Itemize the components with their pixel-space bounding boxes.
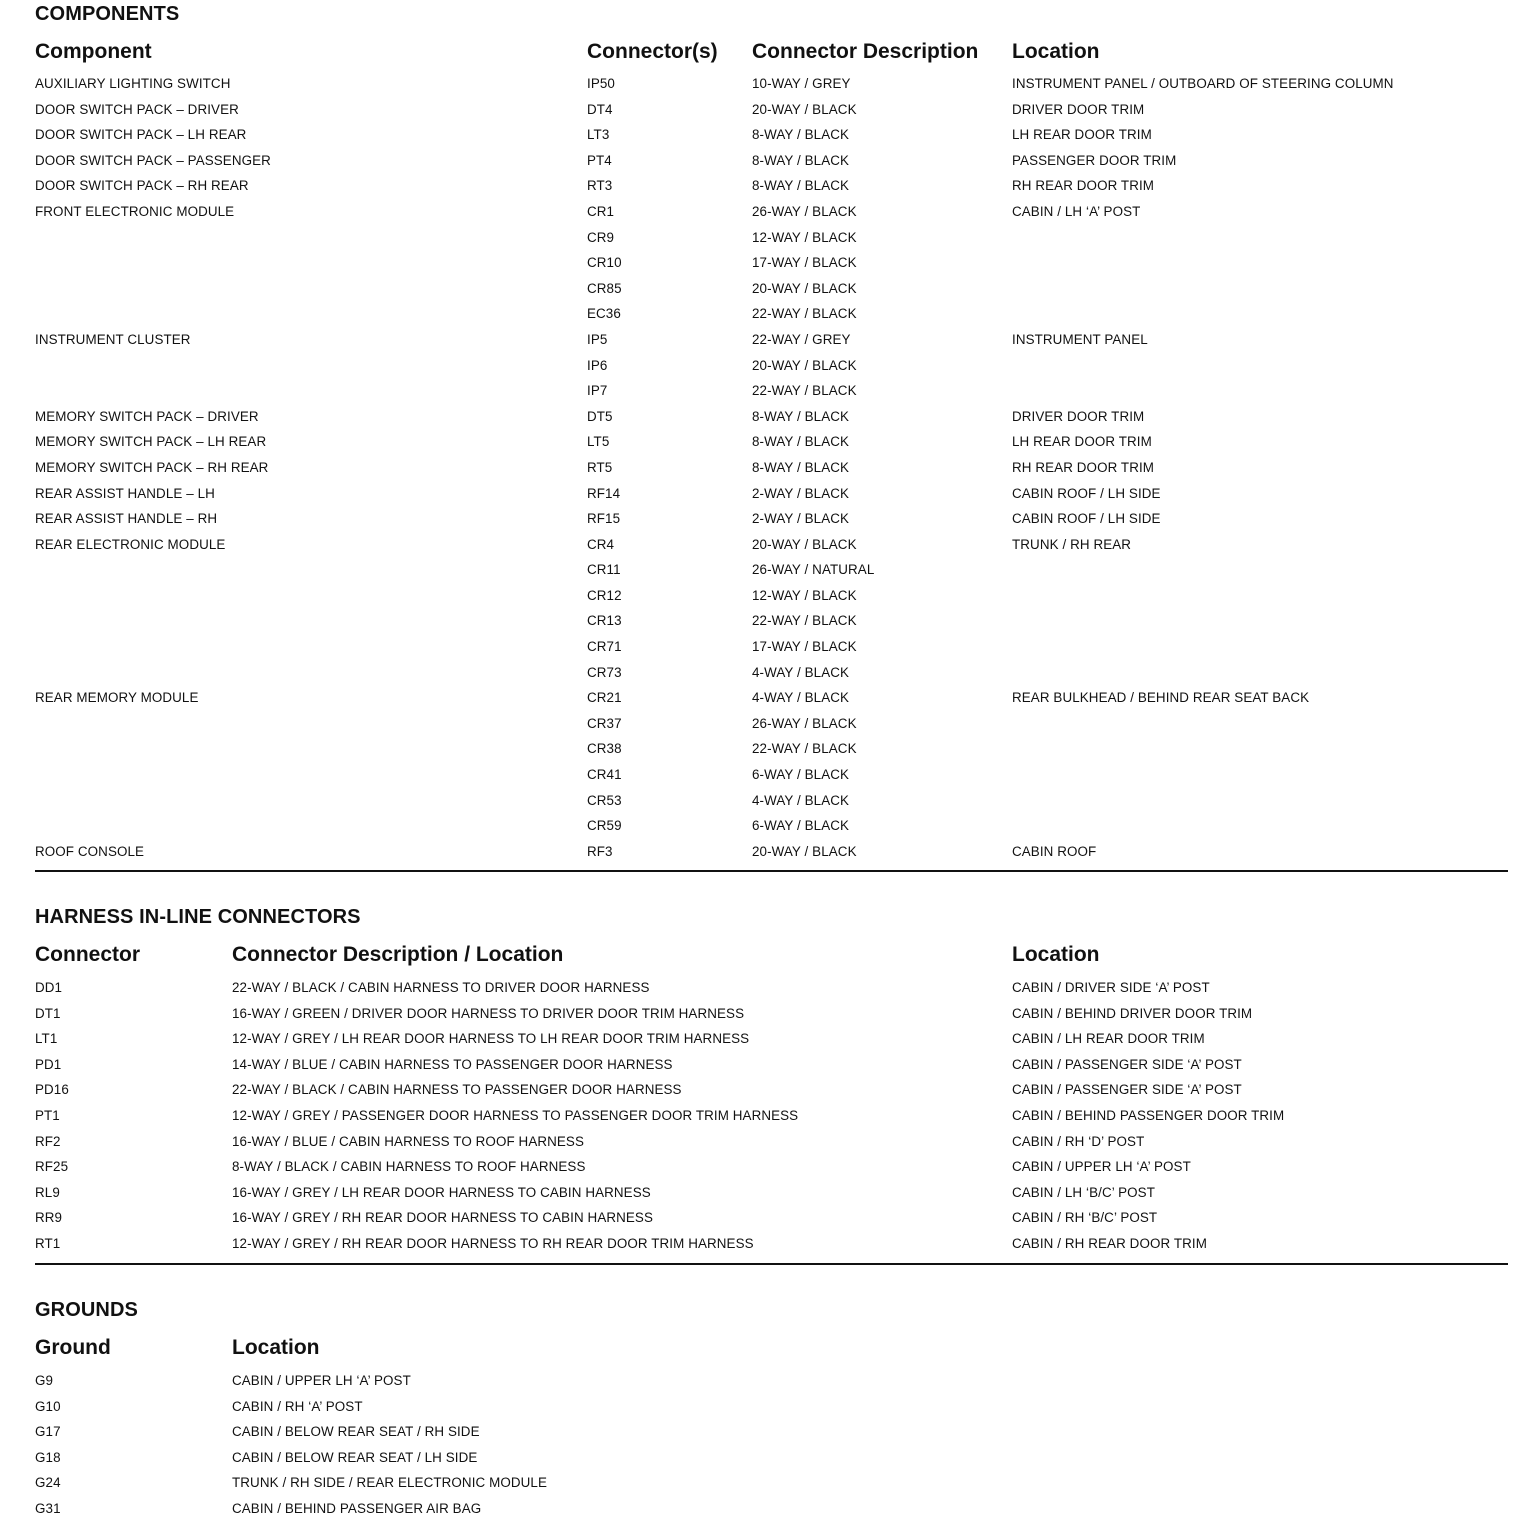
connector-description-cell: 22-WAY / BLACK [752, 613, 857, 629]
component-name-cell: REAR ELECTRONIC MODULE [35, 536, 226, 552]
section-divider [35, 870, 1508, 872]
connector-id-cell: CR59 [587, 818, 622, 834]
table-row [0, 176, 1536, 202]
connector-description-cell: 4-WAY / BLACK [752, 792, 850, 808]
ground-id-cell: G31 [35, 1500, 61, 1516]
connector-description-cell: 22-WAY / BLACK [752, 306, 857, 322]
connector-id-cell: CR73 [587, 664, 622, 680]
table-row [0, 1029, 1536, 1055]
table-row [0, 1499, 1536, 1525]
location-cell: CABIN / LH ‘B/C’ POST [1012, 1184, 1155, 1200]
connector-id-cell: RT1 [35, 1235, 61, 1251]
connector-id-cell: PD1 [35, 1056, 62, 1072]
table-row [0, 74, 1536, 100]
table-row [0, 1157, 1536, 1183]
table-row [0, 458, 1536, 484]
table-row [0, 407, 1536, 433]
components-header-description: Connector Description [752, 40, 979, 63]
components-table [0, 74, 1536, 867]
connector-id-cell: CR10 [587, 255, 622, 271]
connector-description-cell: 10-WAY / GREY [752, 76, 851, 91]
table-row [0, 1004, 1536, 1030]
table-row [0, 1371, 1536, 1397]
location-cell: INSTRUMENT PANEL / OUTBOARD OF STEERING COLUMN [1012, 76, 1394, 91]
harness-table [0, 978, 1536, 1260]
connector-id-cell: RR9 [35, 1210, 63, 1226]
table-row [0, 304, 1536, 330]
connector-description-cell: 8-WAY / BLACK [752, 459, 850, 475]
table-row [0, 1234, 1536, 1260]
harness-header-description: Connector Description / Location [232, 943, 564, 966]
connector-description-cell: 16-WAY / GREEN / DRIVER DOOR HARNESS TO DRIVER DOOR TRIM HARNESS [232, 1005, 745, 1021]
connector-id-cell: IP5 [587, 331, 608, 347]
location-cell: CABIN / UPPER LH ‘A’ POST [1012, 1159, 1191, 1175]
table-row [0, 330, 1536, 356]
component-name-cell: DOOR SWITCH PACK – LH REAR [35, 127, 247, 143]
location-cell: CABIN / LH REAR DOOR TRIM [1012, 1031, 1205, 1047]
connector-id-cell: DD1 [35, 980, 63, 995]
location-cell: TRUNK / RH REAR [1012, 536, 1132, 552]
location-cell: RH REAR DOOR TRIM [1012, 459, 1155, 475]
connector-id-cell: CR9 [587, 229, 615, 245]
location-cell: CABIN / UPPER LH ‘A’ POST [232, 1373, 411, 1388]
connector-id-cell: IP7 [587, 383, 608, 399]
table-row [0, 611, 1536, 637]
connector-description-cell: 20-WAY / BLACK [752, 101, 857, 117]
connector-id-cell: CR37 [587, 715, 622, 731]
connector-description-cell: 4-WAY / BLACK [752, 690, 850, 706]
location-cell: CABIN / BELOW REAR SEAT / LH SIDE [232, 1449, 478, 1465]
connector-description-cell: 16-WAY / GREY / LH REAR DOOR HARNESS TO CABIN HARNESS [232, 1184, 651, 1200]
table-row [0, 1473, 1536, 1499]
connector-id-cell: RT3 [587, 178, 613, 194]
connector-description-cell: 12-WAY / BLACK [752, 587, 857, 603]
connector-id-cell: CR71 [587, 639, 622, 655]
connector-description-cell: 8-WAY / BLACK [752, 434, 850, 450]
connector-description-cell: 6-WAY / BLACK [752, 767, 850, 783]
table-row [0, 535, 1536, 561]
table-row [0, 1080, 1536, 1106]
component-name-cell: DOOR SWITCH PACK – RH REAR [35, 178, 249, 194]
table-row [0, 279, 1536, 305]
connector-id-cell: RF15 [587, 511, 621, 527]
table-row [0, 125, 1536, 151]
component-name-cell: DOOR SWITCH PACK – PASSENGER [35, 152, 271, 168]
location-cell: CABIN / BEHIND PASSENGER DOOR TRIM [1012, 1107, 1285, 1123]
component-name-cell: REAR ASSIST HANDLE – LH [35, 485, 215, 501]
connector-description-cell: 20-WAY / BLACK [752, 843, 857, 859]
grounds-header-ground: Ground [35, 1336, 111, 1359]
connector-description-cell: 20-WAY / BLACK [752, 280, 857, 296]
grounds-header-location: Location [232, 1336, 320, 1359]
table-row [0, 228, 1536, 254]
connector-id-cell: IP50 [587, 76, 615, 91]
connector-id-cell: IP6 [587, 357, 608, 373]
connector-description-cell: 22-WAY / BLACK [752, 383, 857, 399]
location-cell: RH REAR DOOR TRIM [1012, 178, 1155, 194]
connector-description-cell: 17-WAY / BLACK [752, 255, 857, 271]
connector-id-cell: LT5 [587, 434, 610, 450]
location-cell: CABIN / RH ‘A’ POST [232, 1398, 363, 1414]
component-name-cell: REAR MEMORY MODULE [35, 690, 199, 706]
table-row [0, 1397, 1536, 1423]
table-row [0, 432, 1536, 458]
table-row [0, 1208, 1536, 1234]
table-row [0, 1055, 1536, 1081]
connector-description-cell: 8-WAY / BLACK / CABIN HARNESS TO ROOF HARNESS [232, 1159, 586, 1175]
connector-id-cell: CR4 [587, 536, 615, 552]
connector-id-cell: PD16 [35, 1082, 69, 1098]
table-row [0, 100, 1536, 126]
table-row [0, 1422, 1536, 1448]
connector-id-cell: DT5 [587, 408, 613, 424]
ground-id-cell: G18 [35, 1449, 61, 1465]
location-cell: REAR BULKHEAD / BEHIND REAR SEAT BACK [1012, 690, 1310, 706]
table-row [0, 560, 1536, 586]
ground-id-cell: G10 [35, 1398, 61, 1414]
connector-id-cell: CR38 [587, 741, 622, 757]
location-cell: CABIN ROOF / LH SIDE [1012, 485, 1161, 501]
table-row [0, 356, 1536, 382]
location-cell: CABIN / BEHIND PASSENGER AIR BAG [232, 1500, 482, 1516]
connector-description-cell: 12-WAY / GREY / LH REAR DOOR HARNESS TO LH REAR DOOR TRIM HARNESS [232, 1031, 750, 1047]
location-cell: CABIN / RH REAR DOOR TRIM [1012, 1235, 1207, 1251]
location-cell: CABIN ROOF [1012, 843, 1097, 859]
connector-description-cell: 12-WAY / GREY / PASSENGER DOOR HARNESS TO PASSENGER DOOR TRIM HARNESS [232, 1107, 799, 1123]
connector-description-cell: 22-WAY / BLACK [752, 741, 857, 757]
connector-id-cell: CR53 [587, 792, 622, 808]
components-title: COMPONENTS [35, 3, 180, 25]
connector-description-cell: 16-WAY / BLUE / CABIN HARNESS TO ROOF HARNESS [232, 1133, 584, 1149]
connector-id-cell: PT1 [35, 1107, 60, 1123]
location-cell: CABIN / RH ‘D’ POST [1012, 1133, 1145, 1149]
table-row [0, 586, 1536, 612]
connector-description-cell: 2-WAY / BLACK [752, 485, 850, 501]
connector-description-cell: 26-WAY / BLACK [752, 715, 857, 731]
component-name-cell: MEMORY SWITCH PACK – DRIVER [35, 408, 259, 424]
table-row [0, 816, 1536, 842]
connector-id-cell: CR1 [587, 203, 615, 219]
connector-description-cell: 2-WAY / BLACK [752, 511, 850, 527]
location-cell: CABIN / BEHIND DRIVER DOOR TRIM [1012, 1005, 1253, 1021]
harness-header-location: Location [1012, 943, 1100, 966]
location-cell: CABIN ROOF / LH SIDE [1012, 511, 1161, 527]
connector-id-cell: CR41 [587, 767, 622, 783]
connector-id-cell: CR85 [587, 280, 622, 296]
location-cell: INSTRUMENT PANEL [1012, 331, 1148, 347]
table-row [0, 381, 1536, 407]
harness-header-connector: Connector [35, 943, 140, 966]
connector-description-cell: 22-WAY / BLACK / CABIN HARNESS TO DRIVER DOOR HARNESS [232, 980, 650, 995]
table-row [0, 1183, 1536, 1209]
connector-description-cell: 12-WAY / BLACK [752, 229, 857, 245]
connector-id-cell: RF3 [587, 843, 613, 859]
table-row [0, 202, 1536, 228]
grounds-table [0, 1371, 1536, 1525]
grounds-title: GROUNDS [35, 1299, 138, 1321]
location-cell: LH REAR DOOR TRIM [1012, 127, 1152, 143]
connector-id-cell: PT4 [587, 152, 612, 168]
table-row [0, 1448, 1536, 1474]
connector-id-cell: LT1 [35, 1031, 58, 1047]
table-row [0, 791, 1536, 817]
connector-description-cell: 8-WAY / BLACK [752, 178, 850, 194]
components-header-component: Component [35, 40, 152, 63]
table-row [0, 688, 1536, 714]
table-row [0, 509, 1536, 535]
connector-id-cell: CR11 [587, 562, 621, 578]
components-header-connectors: Connector(s) [587, 40, 718, 63]
table-row [0, 663, 1536, 689]
connector-id-cell: EC36 [587, 306, 621, 322]
connector-id-cell: RT5 [587, 459, 613, 475]
table-row [0, 1132, 1536, 1158]
connector-id-cell: CR21 [587, 690, 622, 706]
connector-description-cell: 20-WAY / BLACK [752, 536, 857, 552]
connector-description-cell: 26-WAY / BLACK [752, 203, 857, 219]
location-cell: CABIN / BELOW REAR SEAT / RH SIDE [232, 1424, 480, 1440]
connector-description-cell: 20-WAY / BLACK [752, 357, 857, 373]
connector-description-cell: 14-WAY / BLUE / CABIN HARNESS TO PASSENGER DOOR HARNESS [232, 1056, 673, 1072]
component-name-cell: DOOR SWITCH PACK – DRIVER [35, 101, 239, 117]
harness-title: HARNESS IN-LINE CONNECTORS [35, 906, 361, 928]
table-row [0, 978, 1536, 1004]
connector-description-cell: 26-WAY / NATURAL [752, 562, 875, 578]
connector-id-cell: DT1 [35, 1005, 61, 1021]
table-row [0, 714, 1536, 740]
location-cell: CABIN / DRIVER SIDE ‘A’ POST [1012, 980, 1210, 995]
connector-description-cell: 8-WAY / BLACK [752, 408, 850, 424]
connector-description-cell: 6-WAY / BLACK [752, 818, 850, 834]
connector-id-cell: CR12 [587, 587, 622, 603]
connector-id-cell: RF25 [35, 1159, 69, 1175]
connector-id-cell: RL9 [35, 1184, 60, 1200]
component-name-cell: REAR ASSIST HANDLE – RH [35, 511, 218, 527]
section-divider [35, 1263, 1508, 1265]
location-cell: DRIVER DOOR TRIM [1012, 408, 1145, 424]
table-row [0, 151, 1536, 177]
table-row [0, 484, 1536, 510]
connector-id-cell: RF14 [587, 485, 621, 501]
ground-id-cell: G24 [35, 1475, 61, 1491]
location-cell: CABIN / LH ‘A’ POST [1012, 203, 1141, 219]
components-header-location: Location [1012, 40, 1100, 63]
ground-id-cell: G9 [35, 1373, 54, 1388]
component-name-cell: FRONT ELECTRONIC MODULE [35, 203, 235, 219]
connector-description-cell: 16-WAY / GREY / RH REAR DOOR HARNESS TO CABIN HARNESS [232, 1210, 653, 1226]
connector-description-cell: 22-WAY / BLACK / CABIN HARNESS TO PASSENGER DOOR HARNESS [232, 1082, 682, 1098]
location-cell: DRIVER DOOR TRIM [1012, 101, 1145, 117]
connector-description-cell: 12-WAY / GREY / RH REAR DOOR HARNESS TO RH REAR DOOR TRIM HARNESS [232, 1235, 754, 1251]
connector-id-cell: DT4 [587, 101, 613, 117]
connector-description-cell: 22-WAY / GREY [752, 331, 851, 347]
table-row [0, 637, 1536, 663]
connector-description-cell: 4-WAY / BLACK [752, 664, 850, 680]
location-cell: CABIN / RH ‘B/C’ POST [1012, 1210, 1158, 1226]
location-cell: CABIN / PASSENGER SIDE ‘A’ POST [1012, 1056, 1242, 1072]
location-cell: PASSENGER DOOR TRIM [1012, 152, 1177, 168]
component-name-cell: ROOF CONSOLE [35, 843, 145, 859]
table-row [0, 842, 1536, 868]
ground-id-cell: G17 [35, 1424, 61, 1440]
location-cell: TRUNK / RH SIDE / REAR ELECTRONIC MODULE [232, 1475, 547, 1491]
connector-id-cell: RF2 [35, 1133, 61, 1149]
location-cell: CABIN / PASSENGER SIDE ‘A’ POST [1012, 1082, 1242, 1098]
table-row [0, 1106, 1536, 1132]
connector-description-cell: 8-WAY / BLACK [752, 152, 850, 168]
component-name-cell: MEMORY SWITCH PACK – RH REAR [35, 459, 269, 475]
component-name-cell: INSTRUMENT CLUSTER [35, 331, 191, 347]
location-cell: LH REAR DOOR TRIM [1012, 434, 1152, 450]
table-row [0, 739, 1536, 765]
table-row [0, 253, 1536, 279]
component-name-cell: MEMORY SWITCH PACK – LH REAR [35, 434, 267, 450]
table-row [0, 765, 1536, 791]
connector-description-cell: 8-WAY / BLACK [752, 127, 850, 143]
component-name-cell: AUXILIARY LIGHTING SWITCH [35, 76, 231, 91]
connector-description-cell: 17-WAY / BLACK [752, 639, 857, 655]
connector-id-cell: LT3 [587, 127, 610, 143]
connector-id-cell: CR13 [587, 613, 622, 629]
